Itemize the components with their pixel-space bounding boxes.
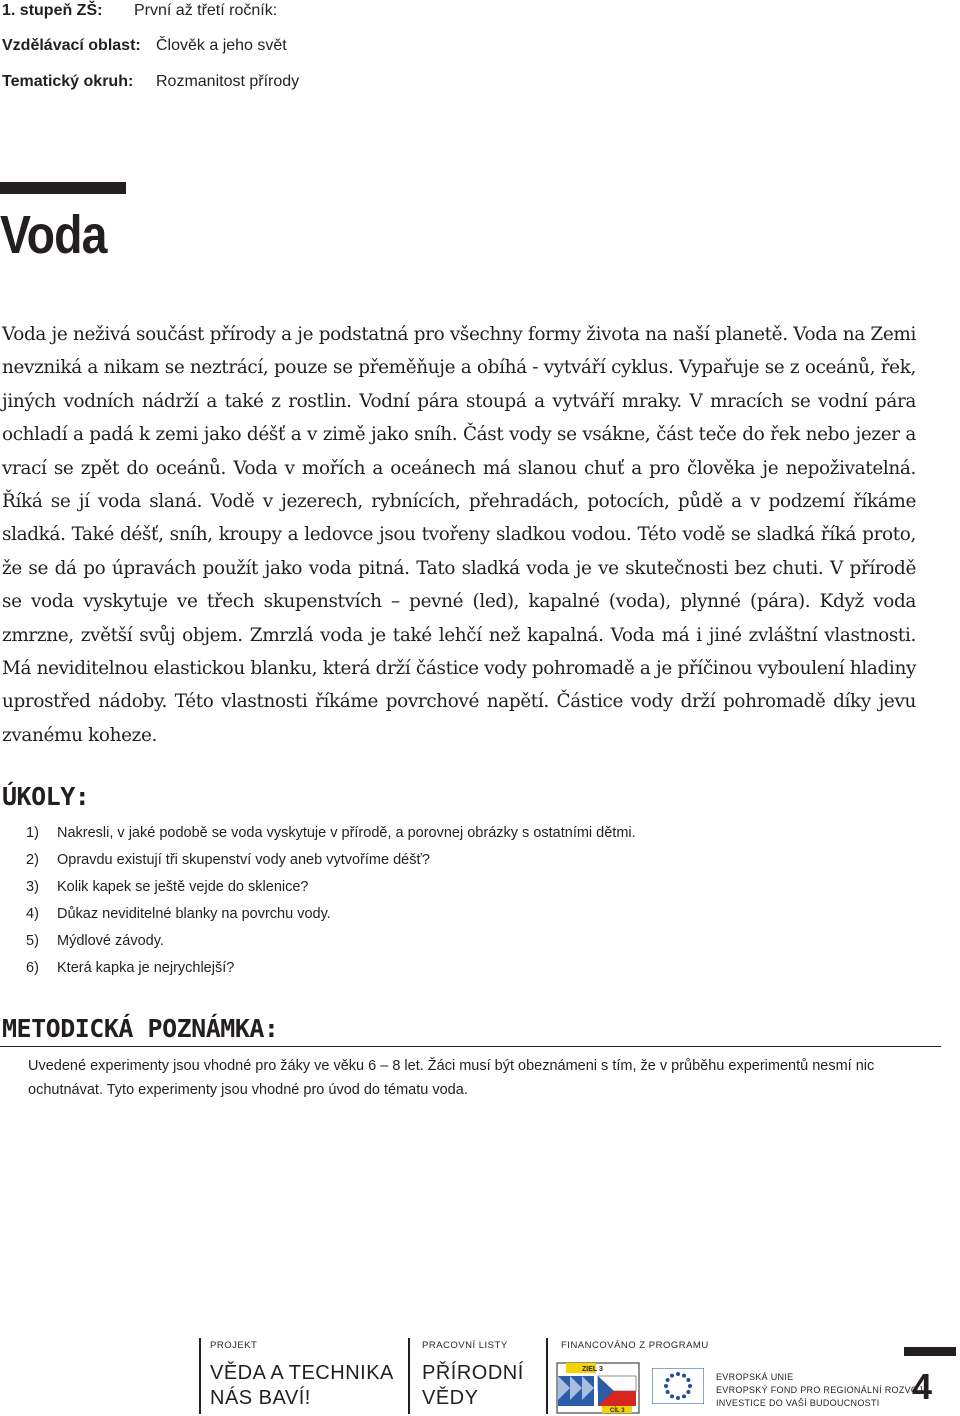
meta-label-topic: Tematický okruh: [2,73,134,90]
note-divider [0,1046,941,1047]
footer-divider [546,1338,548,1414]
title-accent-bar [0,182,126,194]
task-text: Opravdu existují tři skupenství vody aneb vytvoříme déšť? [57,852,430,868]
project-name-line2: NÁS BAVÍ! [210,1387,311,1409]
meta-value-area: Člověk a jeho svět [156,37,287,54]
eu-fund-label: EVROPSKÝ FOND PRO REGIONÁLNÍ ROZVOJ [716,1385,924,1395]
logo-cil-text: CÍL 3 [610,1408,625,1414]
meta-label-area: Vzdělávací oblast: [2,37,141,54]
task-number: 4) [26,906,39,922]
task-text: Mýdlové závody. [57,933,164,949]
body-paragraph: Voda je neživá součást přírody a je podstatná pro všechny formy života na naší planetě. Voda na Zemi nevzniká a nikam se neztrácí, pouze se přeměňuje a obíhá - vytváří cyklus. Vypařuje se z oceánů, řek, jiných vodních nádrží a také z rostlin. Vodní pára stoupá a vytváří mraky. V mracích se vodní pára ochladí a padá k zemi jako déšť a v zimě jako sníh. Část vody se vsákne, část teče do řek nebo jezer a vrací se zpět do oceánů. Voda v mořích a oceánech má slanou chuť a pro člověka je nepoživatelná. Říká se jí voda slaná. Vodě v jezerech, rybnících, přehradách, potocích, půdě a v podzemí říkáme sladká. Také déšť, sníh, kroupy a ledovce jsou tvořeny sladkou vodou. Této vodě se sladká říká proto, že se dá po úpravách použít jako voda pitná. Tato sladká voda je ve skutečnosti bez chuti. V přírodě se voda vyskytuje ve třech skupenstvích – pevné (led), kapalné (voda), plynné (pára). Když voda zmrzne, zvětší svůj objem. Zmrzlá voda je také lehčí než kapalná. Voda má i jiné zvláštní vlastnosti. Má neviditelnou elastickou blanku, která drží částice vody pohromadě a je příčinou vyboulení hladiny uprostřed nádoby. Této vlastnosti říkáme povrchové napětí. Částice vody drží pohromadě díky jevu zvanému koheze. [2,324,916,746]
task-number: 2) [26,852,39,868]
sheets-name-line1: PŘÍRODNÍ [422,1362,524,1384]
meta-value-level: První až třetí ročník: [134,2,278,19]
task-number: 1) [26,825,39,841]
ziel3-cil3-logo [556,1362,640,1414]
task-text: Kolik kapek se ještě vejde do sklenice? [57,879,309,895]
task-item [26,822,636,849]
project-name-line1: VĚDA A TECHNIKA [210,1362,394,1384]
meta-label-level: 1. stupeň ZŠ: [2,2,103,19]
tasks-list [26,822,636,984]
sheets-caption: PRACOVNÍ LISTY [422,1340,508,1351]
task-item [26,903,636,930]
logo-ziel-text: ZIEL 3 [582,1366,603,1373]
footer-divider [199,1338,201,1414]
page-number: 4 [912,1366,933,1407]
note-text: Uvedené experimenty jsou vhodné pro žáky ve věku 6 – 8 let. Žáci musí být obeznámeni s tím, že v průběhu experimentů nesmí nic ochutnávat. Tyto experimenty jsou vhodné pro úvod do tématu voda. [28,1058,875,1098]
sheets-name-line2: VĚDY [422,1387,479,1409]
footer-divider [408,1338,410,1414]
task-number: 5) [26,933,39,949]
task-item [26,876,636,903]
task-text: Nakresli, v jaké podobě se voda vyskytuje v přírodě, a porovnej obrázky s ostatními dětmi. [57,825,636,841]
funding-caption: FINANCOVÁNO Z PROGRAMU [561,1340,709,1351]
task-item [26,849,636,876]
note-heading: METODICKÁ POZNÁMKA: [2,1014,279,1043]
eu-union-label: EVROPSKÁ UNIE [716,1372,794,1382]
task-text: Důkaz neviditelné blanky na povrchu vody. [57,906,331,922]
task-item [26,957,636,984]
meta-value-topic: Rozmanitost přírody [156,73,300,90]
task-number: 6) [26,960,39,976]
page-number-bar [904,1347,956,1356]
eu-invest-label: INVESTICE DO VAŠÍ BUDOUCNOSTI [716,1398,880,1408]
tasks-heading: ÚKOLY: [2,782,90,811]
eu-flag-icon [652,1368,704,1404]
task-item [26,930,636,957]
page-title: Voda [0,205,107,265]
project-caption: PROJEKT [210,1340,258,1351]
task-text: Která kapka je nejrychlejší? [57,960,235,976]
task-number: 3) [26,879,39,895]
